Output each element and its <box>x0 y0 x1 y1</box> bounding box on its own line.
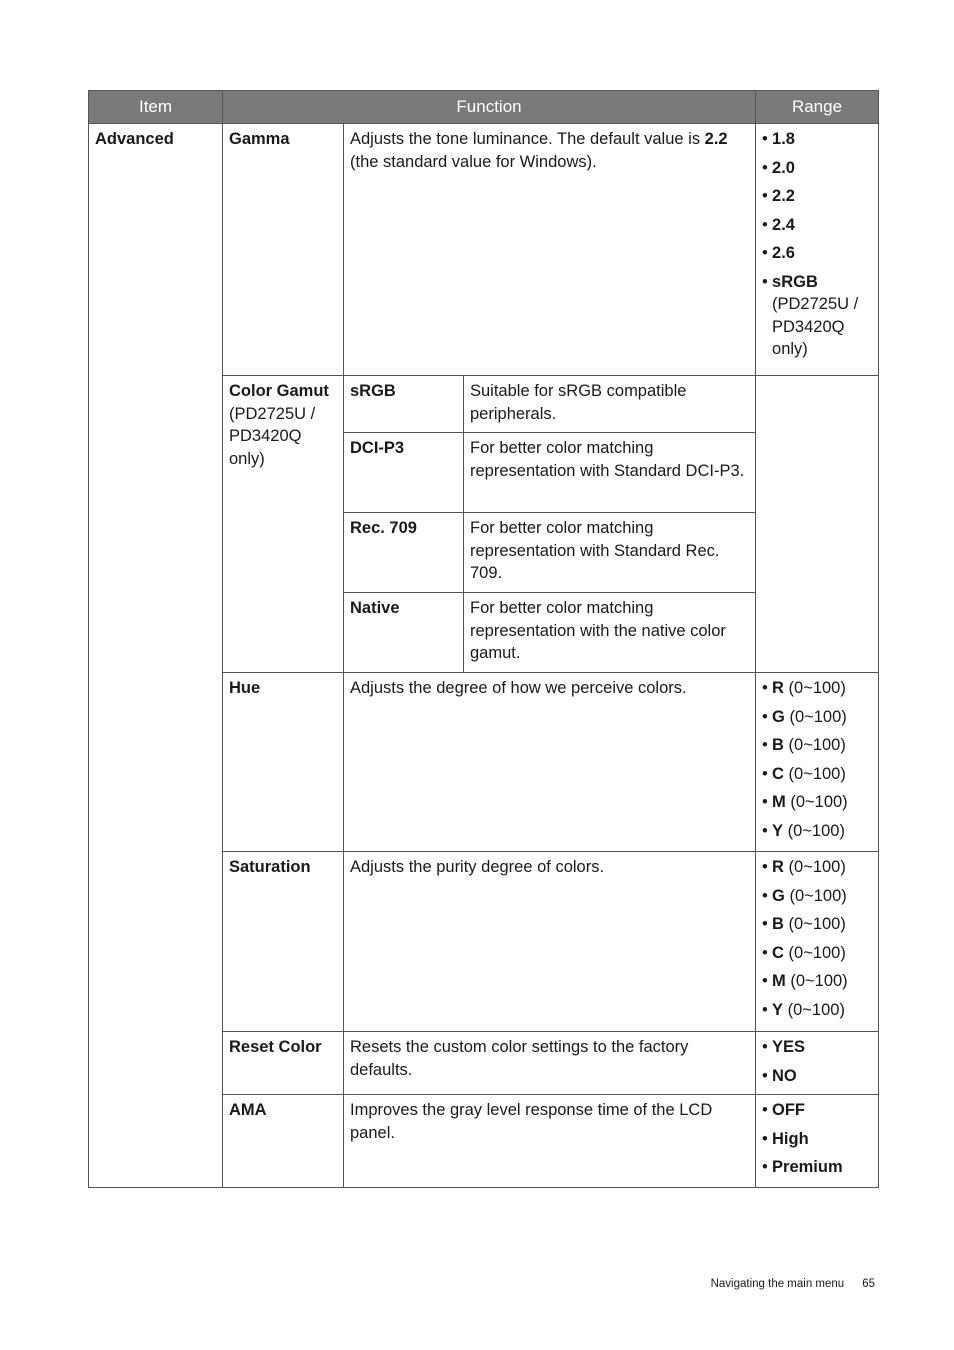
range-option: • G (0~100) <box>762 885 872 908</box>
range-option: • 2.2 <box>762 185 872 208</box>
hue-name: Hue <box>223 673 344 852</box>
gamut-option-label: Rec. 709 <box>344 513 464 593</box>
page-footer <box>600 1278 875 1290</box>
gamut-option-desc: Suitable for sRGB compatible peripherals. <box>464 376 756 433</box>
gamma-name: Gamma <box>223 124 344 376</box>
range-option: • C (0~100) <box>762 942 872 965</box>
saturation-range <box>756 852 879 1032</box>
range-option: • 2.6 <box>762 242 872 265</box>
reset-color-name: Reset Color <box>223 1032 344 1095</box>
gamut-option-label: Native <box>344 593 464 673</box>
gamma-description: Adjusts the tone luminance. The default value is 2.2 (the standard value for Windows). <box>344 124 756 376</box>
range-option: • Y (0~100) <box>762 820 872 843</box>
color-gamut-name: Color Gamut (PD2725U / PD3420Q only) <box>223 376 344 673</box>
header-range: Range <box>756 91 879 124</box>
ama-description: Improves the gray level response time of the LCD panel. <box>344 1095 756 1188</box>
gamut-option-desc: For better color matching representation with Standard DCI-P3. <box>464 433 756 513</box>
range-option: • Premium <box>762 1156 872 1179</box>
range-option: • Y (0~100) <box>762 999 872 1022</box>
range-option: • R (0~100) <box>762 677 872 700</box>
hue-range <box>756 673 879 852</box>
range-option: • B (0~100) <box>762 734 872 757</box>
gamut-option-desc: For better color matching representation with the native color gamut. <box>464 593 756 673</box>
footer-section-title: Navigating the main menu <box>710 1278 845 1290</box>
range-option: • M (0~100) <box>762 791 872 814</box>
gamut-option-label: sRGB <box>344 376 464 433</box>
range-option: • M (0~100) <box>762 970 872 993</box>
saturation-description: Adjusts the purity degree of colors. <box>344 852 756 1032</box>
range-option: • 2.0 <box>762 157 872 180</box>
gamut-option-label: DCI-P3 <box>344 433 464 513</box>
gamma-range <box>756 124 879 376</box>
range-option: • R (0~100) <box>762 856 872 879</box>
header-function: Function <box>223 91 756 124</box>
ama-name: AMA <box>223 1095 344 1188</box>
reset-color-description: Resets the custom color settings to the factory defaults. <box>344 1032 756 1095</box>
hue-description: Adjusts the degree of how we perceive colors. <box>344 673 756 852</box>
item-advanced: Advanced <box>89 124 223 1188</box>
color-gamut-range <box>756 376 879 673</box>
range-option: • B (0~100) <box>762 913 872 936</box>
gamut-option-desc: For better color matching representation with Standard Rec. 709. <box>464 513 756 593</box>
range-option: • sRGB (PD2725U / PD3420Q only) <box>762 271 872 361</box>
range-option: • C (0~100) <box>762 763 872 786</box>
page-number: 65 <box>862 1278 875 1290</box>
reset-color-range <box>756 1032 879 1095</box>
range-option: • High <box>762 1128 872 1151</box>
range-option: • 1.8 <box>762 128 872 151</box>
ama-range <box>756 1095 879 1188</box>
table-row-gamma <box>89 124 879 376</box>
table-header <box>89 91 879 124</box>
settings-table <box>88 90 879 1188</box>
range-option: • G (0~100) <box>762 706 872 729</box>
range-option: • YES <box>762 1036 872 1059</box>
range-option: • 2.4 <box>762 214 872 237</box>
range-option: • OFF <box>762 1099 872 1122</box>
range-option: • NO <box>762 1065 872 1088</box>
saturation-name: Saturation <box>223 852 344 1032</box>
header-item: Item <box>89 91 223 124</box>
